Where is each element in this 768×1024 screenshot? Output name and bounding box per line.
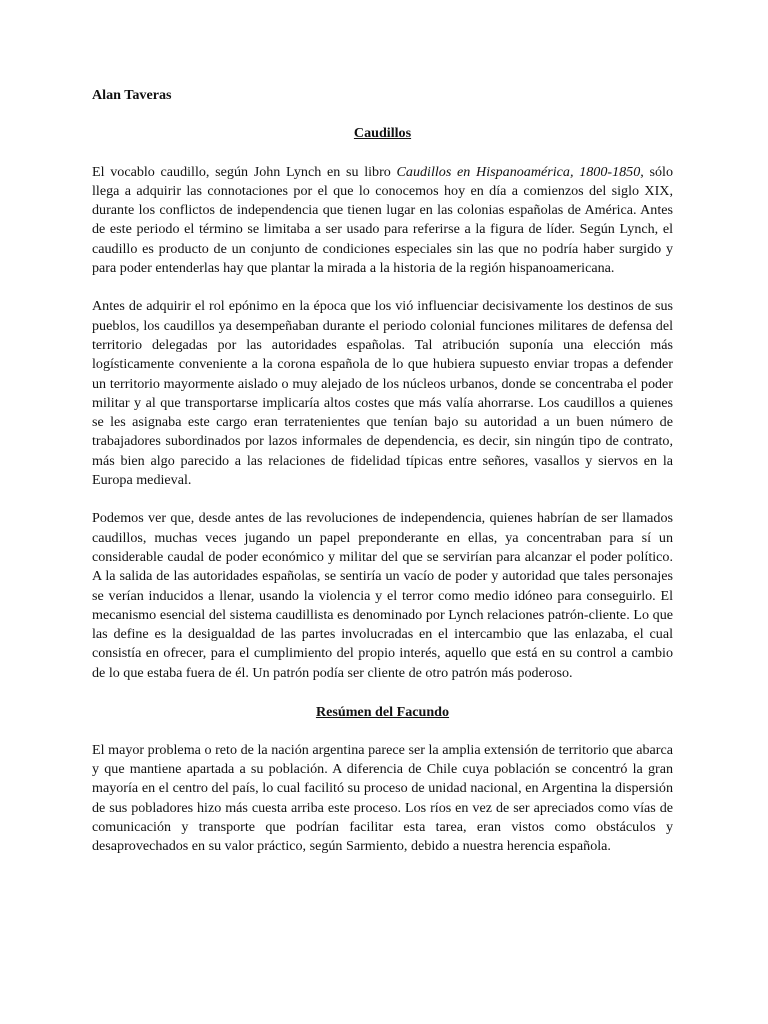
author-name: Alan Taveras bbox=[92, 87, 172, 103]
paragraph-facundo-1: El mayor problema o reto de la nación argentina parece ser la amplia extensión de territorio que abarca y que mantiene apartada a su población. A diferencia de Chile cuya población se concentró la gran mayoría en el centro del país, lo cual facilitó su proceso de unidad nacional, en Argentina la dispersión de sus pobladores hizo más cuesta arriba este proceso. Los ríos en vez de ser apreciados como vías de comunicación y transporte que podrían facilitar esta tarea, eran vistos como obstáculos y desaprovechados en su valor práctico, según Sarmiento, debido a nuestra herencia española. bbox=[92, 741, 673, 855]
document-page bbox=[92, 86, 673, 857]
section-title-caudillos: Caudillos bbox=[353, 125, 412, 142]
paragraph-caudillos-3: Podemos ver que, desde antes de las revoluciones de independencia, quienes habrían de ser llamados caudillos, muchas veces jugando un papel preponderante en ellas, ya concentraban para sí un considerable caudal de poder económico y militar del que se servirían para alcanzar el poder político. A la salida de las autoridades españolas, se sentiría un vacío de poder y autoridad que tales personajes se verían inducidos a llenar, usando la violencia y el terror como medio idóneo para conseguirlo. El mecanismo esencial del sistema caudillista es denominado por Lynch relaciones patrón-cliente. Lo que las define es la desigualdad de las partes involucradas en el intercambio que las enlazaba, el cual consistía en ofrecer, para el cumplimiento del propio interés, aquello que está en su control a cambio de lo que estaba fuera de él. Un patrón podía ser cliente de otro patrón más poderoso. bbox=[92, 510, 673, 681]
paragraph-text: , sólo llega a adquirir las connotaciones por el que lo conocemos hoy en día a comienzos del siglo XIX, durante los conflictos de independencia que tienen lugar en las colonias españolas de América. Antes de este periodo el término se limitaba a ser usado para referirse a la figura de líder. Según Lynch, el caudillo es producto de un conjunto de condiciones especiales sin las que no podría haber surgido y para poder entenderlas hay que plantar la mirada a la historia de la región hispanoamericana. bbox=[92, 163, 673, 277]
paragraph-caudillos-1 bbox=[92, 163, 673, 279]
book-title: Caudillos en Hispanoamérica, 1800-1850 bbox=[396, 163, 641, 180]
paragraph-caudillos-2: Antes de adquirir el rol epónimo en la época que los vió influenciar decisivamente los destinos de sus pueblos, los caudillos ya desempeñaban durante el periodo colonial funciones militares de defensa del territorio delegadas por las autoridades españolas. Tal atribución suponía una elección más logísticamente conveniente a la corona española de lo que hubiera supuesto enviar tropas a defender un territorio mayormente aislado o muy alejado de los núcleos urbanos, donde se concentraba el poder militar y al que transportarse implicaría altos costes que más valía ahorrarse. Los caudillos a quienes se les asignaba este cargo eran terratenientes que tenían bajo su autoridad a un buen número de trabajadores subordinados por lazos informales de dependencia, es decir, sin ningún tipo de contrato, más bien algo parecido a las relaciones de fidelidad típicas entre señores, vasallos y siervos en la Europa medieval. bbox=[92, 298, 673, 489]
paragraph-text: El vocablo caudillo, según John Lynch en su libro bbox=[92, 163, 397, 180]
section-title-facundo: Resúmen del Facundo bbox=[315, 703, 450, 720]
